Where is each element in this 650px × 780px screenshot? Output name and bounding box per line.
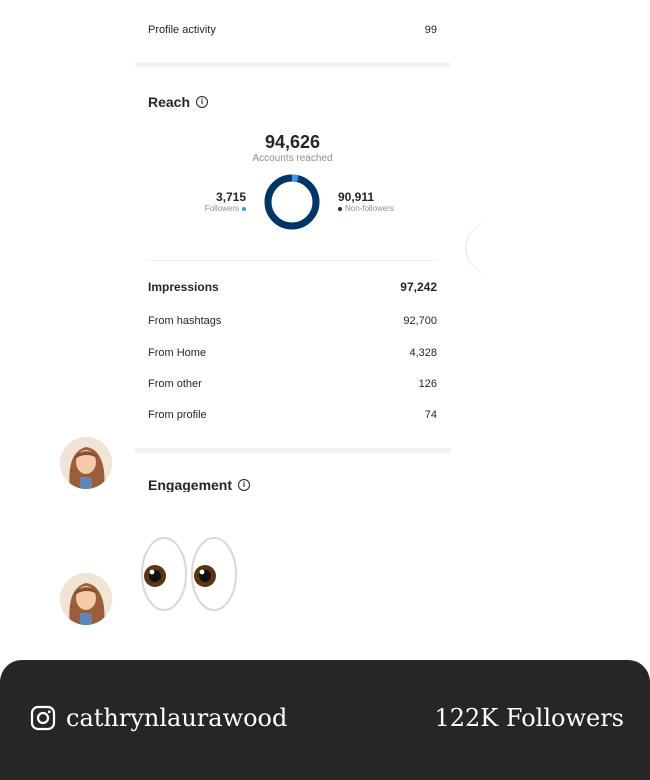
source-value: 126: [418, 378, 437, 390]
followers-value: 3,715: [215, 190, 246, 204]
source-label: From Home: [148, 347, 207, 359]
non-followers-value: 90,911: [338, 190, 375, 204]
info-icon[interactable]: i: [238, 479, 250, 491]
section-divider: [135, 62, 450, 67]
non-followers-dot: [338, 207, 342, 211]
reach-donut-chart: [262, 172, 322, 232]
engagement-title: [148, 478, 250, 492]
followers-dot: [242, 207, 246, 211]
avatar-image: [60, 437, 112, 489]
source-label: From other: [148, 378, 202, 390]
info-icon[interactable]: i: [196, 96, 208, 108]
non-followers-label: Non-followers: [345, 204, 394, 213]
impressions-source-row: [148, 405, 437, 425]
impressions-source-row: [148, 343, 437, 363]
insights-screenshot: [135, 0, 450, 492]
avatar-image: [60, 573, 112, 625]
reach-title-text: Reach: [148, 94, 191, 110]
impressions-source-row: [148, 374, 437, 394]
instagram-icon: [30, 705, 56, 731]
avatar[interactable]: [60, 437, 112, 489]
handle-text: cathrynlaurawood: [66, 704, 288, 732]
followers-stat: [190, 190, 246, 213]
eyes-emoji-icon: [140, 534, 240, 614]
avatar[interactable]: [60, 573, 112, 625]
impressions-value: 97,242: [400, 280, 437, 294]
source-value: 4,328: [409, 347, 437, 359]
profile-activity-label: Profile activity: [148, 24, 216, 36]
instagram-handle[interactable]: [30, 704, 287, 732]
accounts-reached-label: Accounts reached: [252, 153, 333, 164]
source-label: From profile: [148, 409, 207, 421]
profile-activity-value: 99: [424, 24, 437, 36]
impressions-source-row: [148, 311, 437, 331]
partial-circle-decoration: [465, 220, 527, 276]
reach-title: [148, 94, 208, 110]
footer-bar: [0, 660, 650, 780]
source-value: 74: [424, 409, 437, 421]
followers-label: Followers: [204, 204, 239, 213]
impressions-row: [148, 277, 437, 297]
impressions-label: Impressions: [148, 280, 219, 294]
profile-activity-row: [148, 20, 437, 40]
non-followers-stat: [338, 190, 418, 213]
section-divider: [135, 448, 450, 453]
accounts-reached: [135, 132, 450, 164]
non-followers-ring: [268, 178, 316, 226]
reach-divider: [148, 260, 437, 261]
follower-count: 122K Followers: [434, 704, 624, 732]
source-label: From hashtags: [148, 315, 222, 327]
source-value: 92,700: [403, 315, 437, 327]
accounts-reached-value: 94,626: [264, 132, 321, 152]
engagement-title-text: Engagement: [148, 478, 233, 492]
